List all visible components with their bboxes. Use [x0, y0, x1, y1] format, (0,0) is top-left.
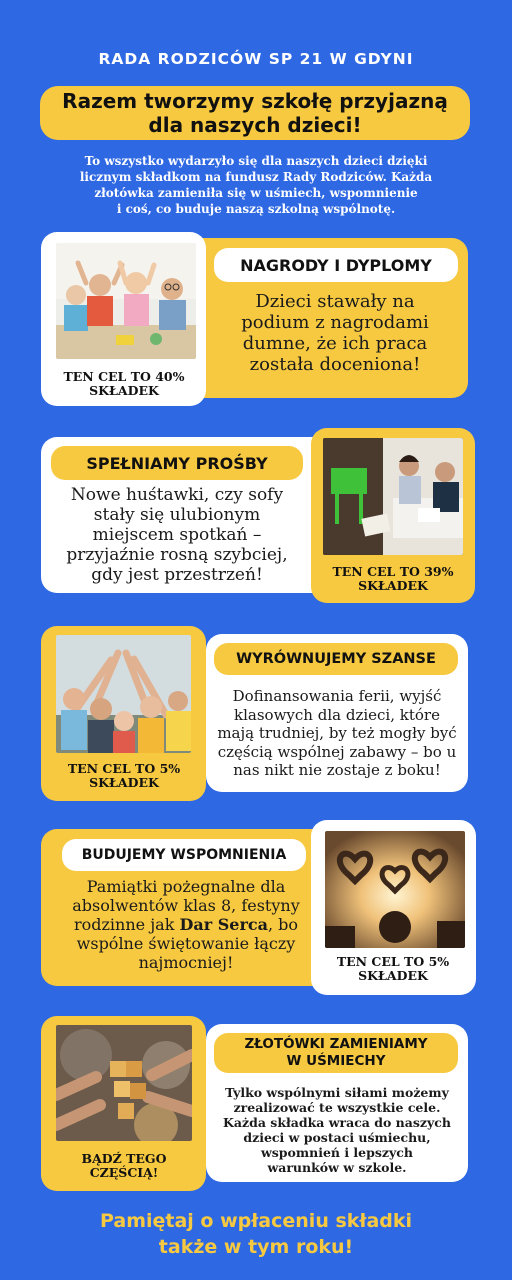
body-line: Dofinansowania ferii, wyjść: [232, 687, 442, 705]
footer-line: także w tym roku!: [158, 1236, 354, 1258]
body-line: przyjaźnie rosną szybciej,: [66, 545, 288, 565]
body-text-fragment: , bo: [267, 915, 299, 934]
body-line: mają trudniej, by też mogły być: [217, 724, 457, 742]
intro-line: złotówka zamieniła się w uśmiech, wspomnienie: [94, 186, 418, 200]
children-celebrating-photo: [56, 243, 196, 359]
body-line: wspomnień i lepszych: [261, 1145, 413, 1160]
body-line: miejscem spotkań –: [92, 525, 262, 545]
section-5-goal: [44, 1152, 204, 1180]
goal-line: SKŁADEK: [358, 968, 428, 983]
goal-line: TEN CEL TO 40%: [63, 369, 185, 384]
goal-line: BĄDŹ TEGO: [81, 1151, 167, 1166]
section-5-title: [214, 1033, 458, 1073]
headline-line-2: dla naszych dzieci!: [148, 113, 362, 137]
section-5-body: [212, 1085, 462, 1175]
footer-line: Pamiętaj o wpłaceniu składki: [99, 1210, 413, 1232]
title-line: ZŁOTÓWKI ZAMIENIAMY: [244, 1036, 428, 1052]
section-3-goal: [44, 762, 204, 790]
section-3-body: [212, 687, 462, 780]
intro-line: To wszystko wydarzyło się dla naszych dzieci dzięki: [84, 154, 428, 168]
body-line: najmocniej!: [138, 953, 234, 972]
body-line: zrealizować te wszystkie cele.: [233, 1100, 441, 1115]
body-line: dumne, że ich praca: [242, 333, 428, 354]
section-2-title: SPEŁNIAMY PROŚBY: [51, 446, 303, 480]
intro-line: licznym składkom na fundusz Rady Rodziców. Każda: [79, 170, 433, 184]
heart-hands-photo: [325, 831, 465, 948]
section-3-title: WYRÓWNUJEMY SZANSE: [214, 643, 458, 675]
dar-serca-highlight: Dar Serca: [179, 915, 268, 934]
body-line: Dzieci stawały na: [255, 291, 415, 312]
body-line: Tylko wspólnymi siłami możemy: [225, 1085, 449, 1100]
title-line: W UŚMIECHY: [286, 1053, 386, 1069]
kids-high-five-photo: [56, 635, 191, 753]
section-1-goal: [44, 370, 204, 398]
body-line: absolwentów klas 8, festyny: [72, 896, 300, 915]
goal-line: TEN CEL TO 39%: [332, 564, 454, 579]
body-line: wspólne świętowanie łączy: [76, 934, 296, 953]
puzzle-hands-photo: [56, 1025, 192, 1141]
body-line: dzieci w postaci uśmiechu,: [243, 1130, 431, 1145]
headline-line-1: Razem tworzymy szkołę przyjazną: [62, 89, 448, 113]
body-line: została doceniona!: [249, 354, 421, 375]
headline-pill: [40, 86, 470, 140]
body-line: [46, 915, 326, 934]
body-text-fragment: rodzinne jak: [73, 915, 180, 934]
body-line: stały się ulubionym: [93, 505, 261, 525]
goal-line: CZĘŚCIĄ!: [89, 1165, 159, 1180]
section-4-body: [46, 877, 326, 972]
intro-line: i coś, co buduje naszą szkolną wspólnotę.: [116, 202, 396, 216]
goal-line: SKŁADEK: [358, 578, 428, 593]
body-line: Pamiątki pożegnalne dla: [86, 877, 286, 896]
students-on-sofa-photo: [323, 438, 463, 555]
section-1-body: [210, 291, 460, 375]
org-title: RADA RODZICÓW SP 21 W GDYNI: [98, 50, 414, 68]
intro-text: [60, 153, 452, 217]
goal-line: TEN CEL TO 5%: [336, 954, 450, 969]
section-4-goal: [313, 955, 473, 983]
body-line: nas nikt nie zostaje z boku!: [233, 761, 441, 779]
body-line: Nowe huśtawki, czy sofy: [70, 485, 284, 505]
goal-line: SKŁADEK: [89, 383, 159, 398]
body-line: klasowych dla dzieci, które: [234, 705, 440, 724]
goal-line: TEN CEL TO 5%: [67, 761, 181, 776]
footer-reminder: [0, 1208, 512, 1260]
goal-line: SKŁADEK: [89, 775, 159, 790]
body-line: Każda składka wraca do naszych: [223, 1115, 451, 1130]
section-4-title: BUDUJEMY WSPOMNIENIA: [62, 839, 306, 871]
body-line: warunków w szkole.: [267, 1160, 407, 1175]
section-2-goal: [313, 565, 473, 593]
section-1-title: NAGRODY I DYPLOMY: [214, 248, 458, 282]
body-line: częścią wspólnej zabawy – bo u: [217, 742, 457, 761]
body-line: gdy jest przestrzeń!: [91, 565, 263, 585]
body-line: podium z nagrodami: [241, 312, 429, 333]
section-2-body: [47, 485, 307, 585]
